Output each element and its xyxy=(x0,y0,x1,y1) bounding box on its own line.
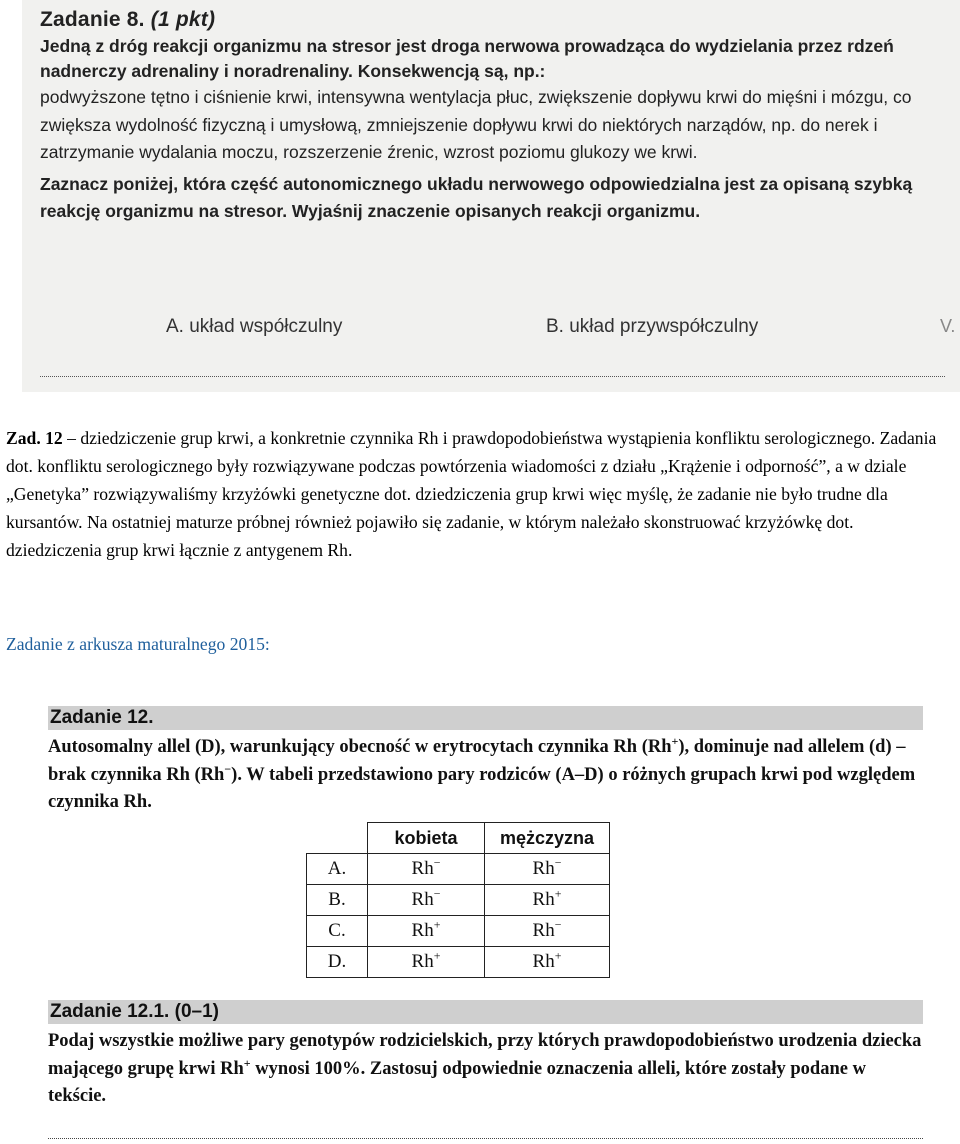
task-12-1-body xyxy=(48,1028,923,1111)
task-8-intro: Jedną z dróg reakcji organizmu na stresor jest droga nerwowa prowadząca do wydzielania przez rdzeń nadnerczy adrenaliny i noradrenaliny. Konsekwencją są, np.: xyxy=(40,36,894,81)
task-8-title xyxy=(40,8,950,32)
task-8-options xyxy=(22,316,960,346)
table-row xyxy=(307,916,610,947)
task-12-1-body-part-1: Podaj wszystkie możliwe pary genotypów rodzicielskich, przy których prawdopodobieństwo urodzenia dziecka mającego grupę krwi Rh xyxy=(48,1031,922,1079)
table-header-row xyxy=(307,823,610,854)
table-corner xyxy=(307,823,368,854)
task-8-points: (1 pkt) xyxy=(150,8,216,31)
task-12-body xyxy=(48,734,923,817)
task-12-header: Zadanie 12. xyxy=(50,707,154,728)
table-row xyxy=(307,947,610,978)
cell-mezczyzna: Rh− xyxy=(485,854,610,885)
answer-dotted-line xyxy=(40,376,945,377)
cell-kobieta: Rh+ xyxy=(368,916,485,947)
cell-mezczyzna: Rh+ xyxy=(485,947,610,978)
description-paragraph xyxy=(6,424,951,564)
exam-sheet-link[interactable]: Zadanie z arkusza maturalnego 2015: xyxy=(6,634,270,654)
task-12-1-header: Zadanie 12.1. (0–1) xyxy=(50,1001,219,1022)
task-8-content xyxy=(40,8,950,225)
rh-plus-sup: + xyxy=(671,733,679,748)
task-label: Zad. 12 xyxy=(6,428,63,448)
task-8-body: podwyższone tętno i ciśnienie krwi, intensywna wentylacja płuc, zwiększenie dopływu krwi do mięśni i mózgu, co zwiększa wydolność fizyczną i umysłową, zmniejszenie dopływu krwi do niektórych narządów, np. do nerek i zatrzymanie wydalania moczu, rozszerzenie źrenic, wzrost poziomu glukozy we krwi. xyxy=(40,87,912,162)
cell-mezczyzna: Rh+ xyxy=(485,885,610,916)
answer-dotted-line xyxy=(48,1138,923,1139)
row-label: C. xyxy=(307,916,368,947)
option-a[interactable]: A. układ współczulny xyxy=(166,316,343,337)
rh-parents-table xyxy=(306,822,610,978)
rh-minus-sup: − xyxy=(224,761,232,776)
task-12-1-body-part-2: wynosi 100%. Zastosuj odpowiednie oznaczenia alleli, które zostały podane w tekście. xyxy=(48,1058,866,1106)
scanned-task-8 xyxy=(22,0,960,392)
task-12-body-part-2: ), dominuje nad allelem (d) – brak czynnika Rh (Rh xyxy=(48,737,906,785)
row-label: A. xyxy=(307,854,368,885)
row-label: D. xyxy=(307,947,368,978)
task-12-header-bar xyxy=(48,706,923,730)
scanned-task-12 xyxy=(48,706,923,1144)
table-header-kobieta: kobieta xyxy=(368,823,485,854)
cell-kobieta: Rh− xyxy=(368,854,485,885)
task-12-body-part-1: Autosomalny allel (D), warunkujący obecność w erytrocytach czynnika Rh (Rh xyxy=(48,737,672,757)
description-text: – dziedziczenie grup krwi, a konkretnie czynnika Rh i prawdopodobieństwa wystąpienia konfliktu serologicznego. Zadania dot. konfliktu serologicznego były rozwiązywane podczas powtórzenia wiadomości z działu „Krążenie i odporność”, a w dziale „Genetyka” rozwiązywaliśmy krzyżówki genetyczne dot. dziedziczenia grup krwi więc myślę, że zadanie nie było trudne dla kursantów. Na ostatniej maturze próbnej również pojawiło się zadanie, w którym należało skonstruować krzyżówkę dot. dziedziczenia grup krwi łącznie z antygenem Rh. xyxy=(6,428,937,560)
rh-plus-sup: + xyxy=(243,1055,251,1070)
cell-kobieta: Rh− xyxy=(368,885,485,916)
table-row xyxy=(307,854,610,885)
task-12-1-header-bar xyxy=(48,1000,923,1024)
cell-kobieta: Rh+ xyxy=(368,947,485,978)
row-label: B. xyxy=(307,885,368,916)
task-8-title-main: Zadanie 8. xyxy=(40,8,145,31)
margin-mark: V. xyxy=(940,316,956,336)
table-header-mezczyzna: mężczyzna xyxy=(485,823,610,854)
table-row xyxy=(307,885,610,916)
option-b[interactable]: B. układ przywspółczulny xyxy=(546,316,759,337)
cell-mezczyzna: Rh− xyxy=(485,916,610,947)
task-12-body-part-3: ). W tabeli przedstawiono pary rodziców (A–D) o różnych grupach krwi pod względem czynnika Rh. xyxy=(48,764,916,812)
task-8-question: Zaznacz poniżej, która część autonomicznego układu nerwowego odpowiedzialna jest za opisaną szybką reakcję organizmu na stresor. Wyjaśnij znaczenie opisanych reakcji organizmu. xyxy=(40,173,913,221)
